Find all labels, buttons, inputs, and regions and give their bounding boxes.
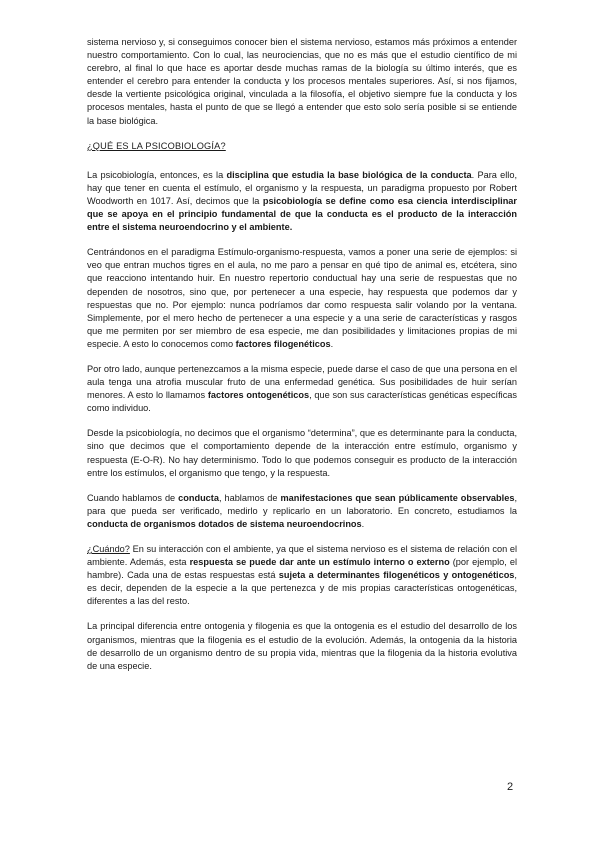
text-run: , es decir, dependen de la especie a la que pertenezca y de mis propias características ontogenéticas, diferentes a las del resto. [87, 570, 517, 607]
paragraph-when [87, 543, 517, 608]
text-run: Por otro lado, aunque pertenezcamos a la misma especie, puede darse el caso de que una persona en el aula tenga una atrofia muscular fruto de una enfermedad genética. Sus posibilidades de huir serían menores. A esto lo llamamos [87, 363, 517, 401]
text-run: . [361, 518, 365, 529]
page-content [87, 36, 517, 685]
text-run: En su interacción con el ambiente, ya que el sistema nervioso es el sistema de relación con el ambiente. Además, esta [87, 544, 517, 568]
section-title: ¿QUÉ ES LA PSICOBIOLOGÍA? [87, 140, 226, 151]
bold-run: manifestaciones que sean públicamente observables [280, 492, 515, 503]
paragraph-intro: sistema nervioso y, si conseguimos conocer bien el sistema nervioso, estamos más próximos a entender nuestro comportamiento. Con lo cual, las neurociencias, que no es más que el estudio científico de mi cerebro, al final lo que hace es aportar desde muchas ramas de la biología su último interés, que es entender el cerebro para entender la conducta y los procesos mentales superiores. Así, si nos fijamos, desde la vertiente psicológica original, vinculada a la filosofía, el objetivo siempre fue la conducta y los procesos mentales, hasta el punto de que se llegó a entender que esto solo sería posible si se entiende la base biológica. [87, 37, 517, 126]
page-number: 2 [507, 781, 514, 793]
bold-run: psicobiología se define como esa ciencia interdisciplinar que se apoya en el principio fundamental de que la conducta es el producto de la interacción entre el sistema neuroendocrino y el ambiente. [87, 195, 517, 233]
bold-run: conducta [178, 492, 219, 503]
bold-run: respuesta se puede dar ante un estímulo interno o externo [189, 557, 450, 568]
text-run: Centrándonos en el paradigma Estímulo-organismo-respuesta, vamos a poner una serie de ejemplos: si veo que entran muchos tigres en el aula, no me paro a pensar en qué tipo de animal es, etcétera, sino que reacciono intentando huir. En nuestro repertorio conductual hay una serie de respuestas que no dependen de nosotros, sino que, por pertenecer a una especie, hay respuesta que podemos dar y respuestas que no. Por ejemplo: nunca podríamos dar como respuesta salir volando por la ventana. Simplemente, por el mero hecho de pertenecer a una especie y a una serie de características y rasgos que me permiten por ser miembro de esa especie, me dan posibilidades y limitaciones propias de mi especie. A esto lo conocemos como [87, 247, 517, 349]
bold-run: factores ontogenéticos [207, 390, 310, 401]
paragraph-conduct [87, 492, 517, 531]
paragraph-definition [87, 169, 517, 234]
bold-run: sujeta a determinantes filogenéticos y ontogenéticos [278, 570, 515, 581]
text-run: (por ejemplo, el hambre). Cada una de estas respuestas está [87, 557, 518, 581]
bold-run: disciplina que estudia la base biológica de la conducta [226, 169, 472, 180]
underlined-run: ¿Cuándo? [87, 544, 130, 554]
text-run: . Para ello, hay que tener en cuenta el estímulo, el organismo y la respuesta, un paradigma propuesto por Robert Woodworth en 1017. Así, decimos que la [87, 169, 517, 206]
text-run: , que son sus características genéticas específicas como individuo. [87, 390, 517, 414]
paragraph-ontogenetic [87, 363, 517, 415]
paragraph-difference: La principal diferencia entre ontogenia y filogenia es que la ontogenia es el estudio del desarrollo de los organismos, mientras que la filogenia es el estudio de la evolución. Además, la ontogenia da la historia de desarrollo de un organismo dentro de su propia vida, mientras que la filogenia da la historia evolutiva de una especie. [87, 621, 517, 671]
text-run: Cuando hablamos de [87, 492, 179, 503]
text-run: , hablamos de [218, 492, 281, 503]
text-run: , para que pueda ser verificado, medirlo y replicarlo en un laboratorio. En concreto, estudiamos la [87, 492, 517, 516]
paragraph-phylogenetic [87, 246, 517, 351]
text-run: . [330, 338, 334, 349]
bold-run: factores filogenéticos [235, 338, 331, 349]
text-run: La psicobiología, entonces, es la [87, 169, 227, 180]
paragraph-interaction: Desde la psicobiología, no decimos que el organismo “determina”, que es determinante para la conducta, sino que decimos que el comportamiento depende de la interacción entre estímulo, organismo y respuesta (E-O-R). No hay determinismo. Todo lo que podemos conseguir es producto de la interacción entre los estímulos, el organismo que tengo, y la respuesta. [87, 428, 517, 478]
bold-run: conducta de organismos dotados de sistema neuroendocrinos [87, 518, 362, 529]
